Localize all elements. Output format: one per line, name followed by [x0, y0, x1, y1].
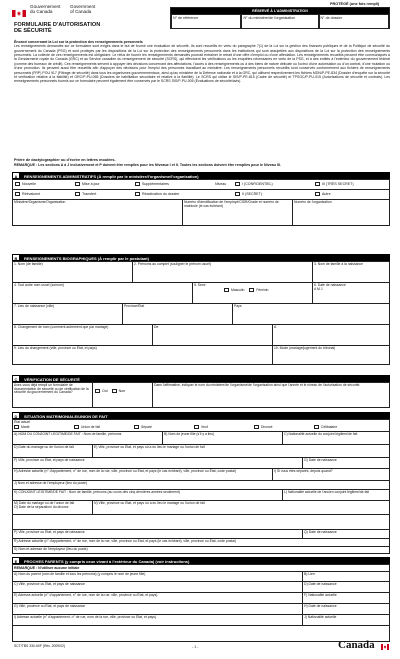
- option-other[interactable]: Autre: [313, 190, 389, 199]
- section-d-body: État actuel Marié Union de fait Séparé Veuf Divorcé Célibataire A) NOM DU CONJOINT LÉGITIME/DE FAIT : Nom de famille, prénoms B) Nom de jeune fille (s'il y a lieu) C) Nationalité actuelle du conjoint légitime/de fait D) Date du mariage ou de l'union de fait E) Ville, province ou État, et pays où a eu lieu le mariage ou l'union de fait F) Ville, province ou État, et pays de naissance G) Date de naissance H) Adresse actuelle (n° d'appartement, n° de rue, nom de la rue, ville, province ou État, et pays (le cas échéant), ville, province ou État, code postal) I) Si vous étes séparés, depuis quand? J) Nom et adresse de l'employeur (lieu du poste) K) CONJOINT LÉGITIME/DE FAIT : Nom de famille, prénoms (au cours des cinq dernières années seulement) L) Nationalité actuelle de l'ancien conjoint légitime/de fait M) Date du mariage ou de l'union de fait O) Date de la séparation/ du divorce N) Ville, province ou État, et pays où a eu lieu le mariage ou l'union de fait: [12, 419, 390, 530]
- option-transfer[interactable]: Transfert: [73, 190, 133, 199]
- gov-en-name: Government of Canada: [70, 4, 96, 15]
- relative-2-address-field[interactable]: I) Adresse actuelle (n° d'appartement, n° de rue, nom de la rue, ville, province ou État, et pays): [13, 615, 303, 625]
- section-c-header: C VÉRIFICATION DE SÉCURITÉ: [12, 375, 390, 382]
- option-new[interactable]: Nouvelle: [13, 180, 73, 189]
- sex-female[interactable]: Féminin: [249, 288, 268, 292]
- print-instruction: Prière de dactylographier ou d'écrire en lettres moulées.: [14, 158, 116, 162]
- name-change-field[interactable]: 8. Changement de nom (comment autrement que par mariage): [13, 325, 153, 345]
- relative-1-nationality-field[interactable]: F) Nationalité actuelle: [304, 593, 337, 597]
- file-number-field[interactable]: N° de dossier: [319, 14, 389, 29]
- spouse-maiden-name-field[interactable]: B) Nom de jeune fille (s'il y a lieu): [163, 432, 283, 444]
- spouse-name-field[interactable]: A) NOM DU CONJOINT LÉGITIME/DE FAIT : Nom de famille, prénoms: [13, 432, 163, 444]
- section-d-header: D SITUATION MATRIMONIALE/UNION DE FAIT: [12, 412, 390, 419]
- section-e-header: E PROCHES PARENTS (y compris ceux vivant à l'extérieur du Canada) (voir instructions): [12, 557, 390, 564]
- ministry-field[interactable]: Ministère/Organisme/Organisation: [13, 200, 183, 226]
- option-level-3[interactable]: III (TRÈS SECRET): [313, 180, 389, 189]
- spouse-dob-field[interactable]: G) Date de naissance: [304, 458, 337, 462]
- page-number: - 1 -: [192, 645, 199, 649]
- separation-date-field[interactable]: I) Si vous étes séparés, depuis quand?: [274, 469, 333, 473]
- relative-2-dob-field[interactable]: H) Date de naissance: [304, 604, 337, 608]
- relative-1-dob-field[interactable]: D) Date de naissance: [304, 582, 337, 586]
- date-of-birth-field[interactable]: 6. Date de naissance A M J: [314, 283, 346, 291]
- spouse-address-field[interactable]: H) Adresse actuelle (n° d'appartement, n° de rue, nom de la rue, ville, province ou État, et pays (le cas échéant), ville, province ou État, code postal): [13, 469, 273, 480]
- relative-1-birthplace-field[interactable]: C) Ville, province ou État, et pays de naissance: [13, 582, 303, 592]
- marriage-date-field[interactable]: D) Date du mariage ou de l'union de fait: [13, 445, 93, 457]
- sex-male[interactable]: Masculin: [224, 288, 244, 292]
- option-level-1[interactable]: I (CONFIDENTIEL): [233, 180, 313, 189]
- relative-1-relationship-field[interactable]: B) Lien: [304, 572, 315, 576]
- relative-2-birthplace-field[interactable]: G) Ville, province ou État, et pays de naissance: [13, 604, 303, 614]
- option-reevaluation[interactable]: Réévaluent: [13, 190, 73, 199]
- status-divorced[interactable]: Divorcé: [254, 425, 314, 430]
- former-spouse-birthplace-field[interactable]: P) Ville, province ou État, et pays de naissance: [13, 530, 303, 538]
- canada-flag-icon: [12, 4, 26, 11]
- option-update[interactable]: Mise à jour: [73, 180, 133, 189]
- canada-wordmark: Canadä: [338, 639, 375, 651]
- section-b-body: [12, 261, 390, 365]
- org-number-field[interactable]: N° du ministère/de l'organisation: [241, 14, 318, 29]
- relative-1-name-field[interactable]: A) Nom du parent (nom de famille et tous les prénoms) (y compris le nom de jeune fille): [13, 572, 303, 581]
- given-names-field[interactable]: 2. Prénoms au complet (souligner le prénom usuel): [133, 262, 313, 282]
- status-single[interactable]: Célibataire: [314, 425, 374, 430]
- status-common-law[interactable]: Union de fait: [74, 425, 134, 430]
- form-code: SCT/TBS 330-60F (Rév. 2009/02): [14, 644, 66, 648]
- marriage-place-field[interactable]: E) Ville, province ou État, et pays où a eu lieu le mariage ou l'union de fait: [94, 445, 205, 449]
- former-marriage-place-field[interactable]: N) Ville, province ou État, et pays où a eu lieu le mariage ou l'union de fait: [94, 501, 205, 505]
- name-change-to-field[interactable]: À: [274, 325, 277, 329]
- former-spouse-dob-field[interactable]: Q) Date de naissance: [304, 530, 337, 534]
- spouse-nationality-field[interactable]: C) Nationalité actuelle du conjoint légitime/de fait: [284, 432, 358, 436]
- option-level-2[interactable]: II (SECRET): [233, 190, 313, 199]
- section-a-header: A RENSEIGNEMENTS ADMINISTRATIFS (À remplir par le ministère/l'organisme/l'organisation): [12, 172, 390, 179]
- status-widowed[interactable]: Veuf: [194, 425, 254, 430]
- former-marriage-date-field[interactable]: M) Date du mariage ou de l'union de fait O) Date de la séparation/ du divorce: [13, 501, 93, 514]
- relatives-remark: REMARQUE : N'utiliser aucune initiale: [14, 566, 80, 570]
- previous-clearance-details-field[interactable]: Dans l'affirmative, indiquer le nom du ministère/de l'organisme/de l'organisation ainsi que l'année et le niveau de l'autorisation de sécurité.: [154, 383, 361, 387]
- option-reactivation[interactable]: Réactivation du dossier: [133, 190, 213, 199]
- relative-1-address-field[interactable]: E) Adresse actuelle (n° d'appartement, n° de rue, nom de la rue, ville, province ou État, et pays): [13, 593, 303, 603]
- section-e-body: [12, 564, 390, 642]
- remark-levels: REMARQUE : Les sections A à J inclusivement et P doivent être remplies pour les Niveaux I et II. Toutes les sections doivent être remplies pour le Niveau III.: [14, 163, 281, 167]
- relative-2-nationality-field[interactable]: J) Nationalité actuelle: [304, 615, 337, 619]
- birth-city-field[interactable]: 7. Lieu de naissance (ville): [13, 304, 123, 324]
- level-label: Niveau: [215, 182, 227, 186]
- admin-reserved-heading: RÉSERVÉ À L'ADMINISTRATION: [171, 8, 389, 14]
- spouse-employer-field[interactable]: J) Nom et adresse de l'employeur (lieu du poste): [13, 481, 389, 490]
- option-supplementary[interactable]: Supplémentaires: [133, 180, 213, 189]
- wordmark-flag-icon: [381, 637, 389, 643]
- form-title: FORMULAIRE D'AUTORISATION DE SÉCURITÉ: [14, 22, 101, 35]
- section-c-body: [12, 382, 390, 408]
- birth-country-field[interactable]: Pays: [234, 304, 242, 308]
- former-spouse-employer-field[interactable]: S) Nom et adresse de l'employeur (lieu du poste): [14, 547, 88, 551]
- name-change-place-field[interactable]: 9. Lieu du changement (ville, province ou État, et pays): [13, 346, 273, 365]
- employee-id-field[interactable]: Numéro d'identification de l'employé/CIDR/Grade et numéro de matricule (le cas échéant): [183, 200, 293, 226]
- previous-clearance-question: Avez-vous déjà rempli un formulaire de documentation de sécurité ou de vérification de la sécurité du gouvernement du Canada?: [13, 383, 93, 407]
- section-d-body-2: [12, 530, 390, 554]
- birth-province-field[interactable]: Province/État: [123, 304, 233, 324]
- former-spouse-nationality-field[interactable]: L) Nationalité actuelle de l'ancien conjoint légitime/de fait: [284, 490, 370, 494]
- previous-clearance-no[interactable]: Non: [112, 389, 126, 393]
- status-separated[interactable]: Séparé: [134, 425, 194, 430]
- section-b-header: B RENSEIGNEMENTS BIOGRAPHIQUES (À remplir par le postulant): [12, 254, 390, 261]
- gov-fr-name: Gouvernement du Canada: [30, 4, 61, 15]
- privacy-statement: Énoncé concernant la Loi sur la protection des renseignements personnels Les renseignements demandés sur ce formulaire sont exigés dans le but de fournir une évaluation de sécurité. Ils sont recueillis en vertu du paragraphe 7(1) de la Loi sur la gestion des finances publiques et de la Politique de sécurité du gouvernement du Canada (PSG) et sont protégés par les dispositions de la Loi sur la protection des renseignements personnels dans les institutions qui sont assujetties aux dispositions de la Loi sur la protection des renseignements personnels. La collecte de ces renseignements est obligatoire. Le refus de fournir les renseignements demandés pourrait entraîner le retrait d'une offre d'emploi ou d'une affectation. Les renseignements recueillis peuvent être communiqués à la Gendarmerie royale du Canada (GRC) et au Service canadien du renseignement de sécurité (SCRS), qui effectuent les vérifications ou les enquêtes nécessaires en vertu de la PSG, et à des entités à l'extérieur du gouvernement fédéral (comme des bureaux de crédit). Ces renseignements servent à appuyer des décisions concernant des affectations, l'accès à des renseignements ou à des biens de nature délicate ou l'octroi d'une autorisation ou d'un contrat, d'une mutation ou d'une promotion. Ils peuvent aussi être recueillis afin d'appuyer des décisions pour l'emploi des personnes travaillant au ministère. Les renseignements personnels recueillis sont conservés conformément aux fichiers de renseignements personnels (FRP) POU 917 (Filtrage de sécurité) dans tous les organismes gouvernementaux, ainsi qu'au ministère de la Défense nationale et à la GRC, qui utilisent respectivement les fichiers MDN/P-PE-834 (Dossier d'enquête sur la sécurité et vérification relative à la fiabilité) et GRC/P-PU-065 (Dossiers de habilitation sécuritaire et relative à la fiabilité). Le SCRS qui utilise le SIS/P-PE-815 (Cadre de sécurité) et TPSGC/P-PU-015 (Autorisations de sécurité et contrats). Les renseignements personnels fournis sur ce formulaire peuvent également être conservés par le SCRS SIS/P-PU-005 (Évaluations de sécurité/avis).: [14, 40, 391, 84]
- admin-reserved-box: [170, 7, 390, 29]
- surname-field[interactable]: 1. Nom (de famille): [13, 262, 133, 282]
- status-married[interactable]: Marié: [14, 425, 74, 430]
- name-change-method-field[interactable]: 10. Mode (mariage/jugement du tribunal): [274, 346, 336, 350]
- former-spouse-address-field[interactable]: R) Adresse actuelle (n° d'appartement, n° de rue, nom de la rue, ville, province ou État, et pays (le cas échéant), ville, province ou État, code postal): [13, 539, 389, 547]
- other-names-field[interactable]: 4. Tout autre nom usuel (surnom): [13, 283, 193, 303]
- name-change-from-field[interactable]: De: [153, 325, 273, 345]
- organization-number-field[interactable]: Numéro de l'organisation: [294, 200, 332, 204]
- previous-clearance-yes[interactable]: Oui: [95, 389, 108, 393]
- ref-number-field[interactable]: N° de référence: [171, 14, 241, 29]
- birth-surname-field[interactable]: 3. Nom de famille à la naissance: [314, 262, 364, 266]
- section-a-body: [12, 179, 390, 226]
- former-spouse-name-field[interactable]: K) CONJOINT LÉGITIME/DE FAIT : Nom de famille, prénoms (au cours des cinq dernières années seulement): [13, 490, 283, 500]
- spouse-birthplace-field[interactable]: F) Ville, province ou État, et pays de naissance: [13, 458, 303, 468]
- protected-label: PROTÉGÉ (une fois rempli): [330, 2, 380, 6]
- sex-field: 5. Sexe Masculin Féminin: [193, 283, 313, 303]
